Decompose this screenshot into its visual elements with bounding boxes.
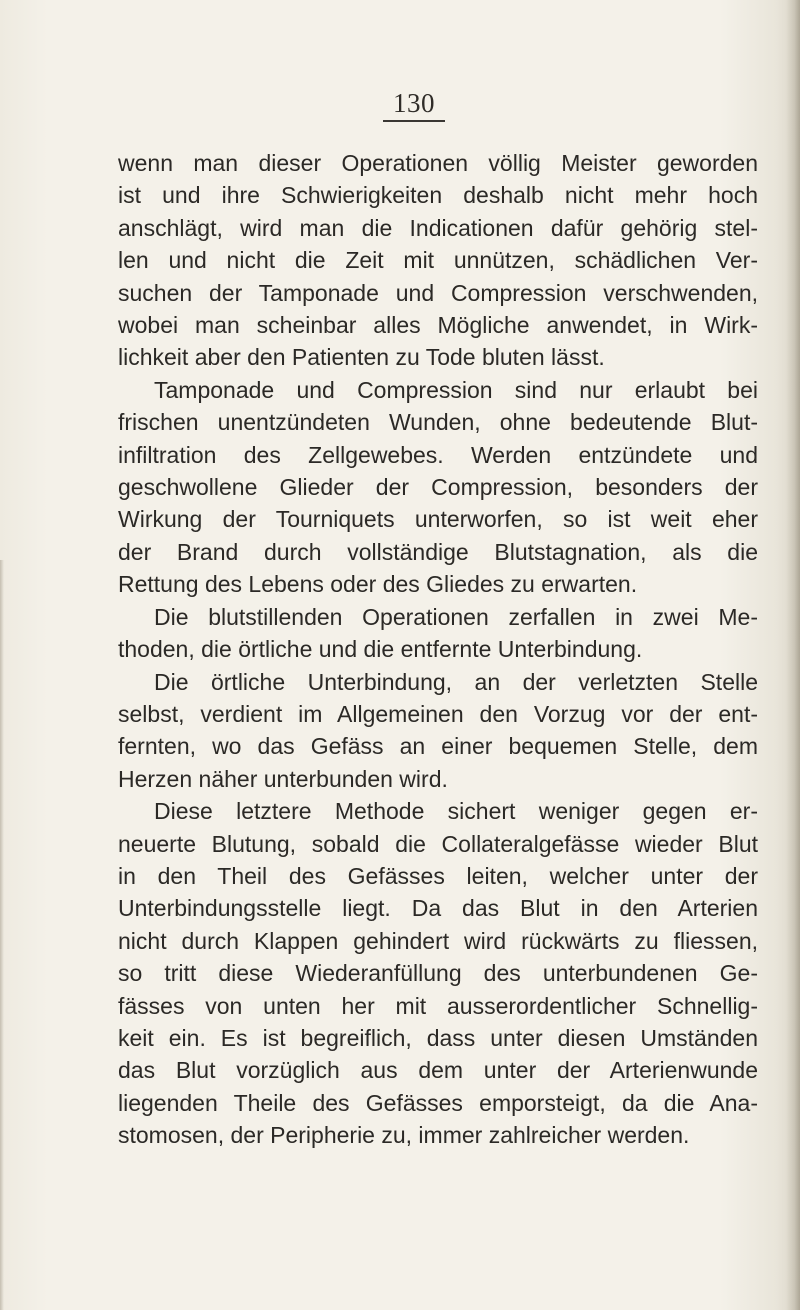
text-line: Herzen näher unterbunden wird. <box>118 765 448 792</box>
text-line: frischen unentzündeten Wunden, ohne bedeutende Blut- <box>118 409 758 436</box>
text-line: Tamponade und Compression sind nur erlaubt bei <box>154 376 758 403</box>
paragraph <box>118 601 758 666</box>
paragraph <box>118 374 758 601</box>
text-line: stomosen, der Peripherie zu, immer zahlreicher werden. <box>118 1122 690 1149</box>
text-line: Unterbindungsstelle liegt. Da das Blut in den Arterien <box>118 895 758 922</box>
text-line: nicht durch Klappen gehindert wird rückwärts zu fliessen, <box>118 927 758 954</box>
text-line: geschwollene Glieder der Compression, besonders der <box>118 474 758 501</box>
paragraph <box>118 795 758 1151</box>
page-number-value: 130 <box>383 88 445 122</box>
text-line: Die blutstillenden Operationen zerfallen in zwei Me- <box>154 603 758 630</box>
paragraph <box>118 147 758 374</box>
text-line: keit ein. Es ist begreiflich, dass unter diesen Umständen <box>118 1024 758 1051</box>
text-line: ist und ihre Schwierigkeiten deshalb nicht mehr hoch <box>118 182 758 209</box>
text-line: wobei man scheinbar alles Mögliche anwendet, in Wirk- <box>118 312 758 339</box>
text-line: Die örtliche Unterbindung, an der verletzten Stelle <box>154 668 758 695</box>
text-line: len und nicht die Zeit mit unnützen, schädlichen Ver- <box>118 247 758 274</box>
text-line: infiltration des Zellgewebes. Werden entzündete und <box>118 441 758 468</box>
text-line: fässes von unten her mit ausserordentlicher Schnellig- <box>118 992 758 1019</box>
page-left-edge-shadow <box>0 560 4 1310</box>
text-line: selbst, verdient im Allgemeinen den Vorzug vor der ent- <box>118 700 758 727</box>
text-line: das Blut vorzüglich aus dem unter der Arterienwunde <box>118 1057 758 1084</box>
text-line: liegenden Theile des Gefässes emporsteigt, da die Ana- <box>118 1089 758 1116</box>
page-right-edge-shadow <box>786 0 800 1310</box>
text-line: thoden, die örtliche und die entfernte Unterbindung. <box>118 636 643 663</box>
body-text <box>118 147 758 1152</box>
text-line: so tritt diese Wiederanfüllung des unterbundenen Ge- <box>118 960 758 987</box>
text-line: Wirkung der Tourniquets unterworfen, so ist weit eher <box>118 506 758 533</box>
text-line: in den Theil des Gefässes leiten, welcher unter der <box>118 862 758 889</box>
text-line: wenn man dieser Operationen völlig Meister geworden <box>118 150 758 176</box>
page-number <box>0 88 800 122</box>
text-line: Rettung des Lebens oder des Gliedes zu erwarten. <box>118 571 638 598</box>
paragraph <box>118 666 758 796</box>
text-line: fernten, wo das Gefäss an einer bequemen Stelle, dem <box>118 733 758 760</box>
text-line: neuerte Blutung, sobald die Collateralgefässe wieder Blut <box>118 830 758 857</box>
text-line: anschlägt, wird man die Indicationen dafür gehörig stel- <box>118 214 758 241</box>
text-line: der Brand durch vollständige Blutstagnation, als die <box>118 538 758 565</box>
text-line: lichkeit aber den Patienten zu Tode bluten lässt. <box>118 344 605 371</box>
text-line: suchen der Tamponade und Compression verschwenden, <box>118 279 758 306</box>
text-line: Diese letztere Methode sichert weniger gegen er- <box>154 798 758 825</box>
